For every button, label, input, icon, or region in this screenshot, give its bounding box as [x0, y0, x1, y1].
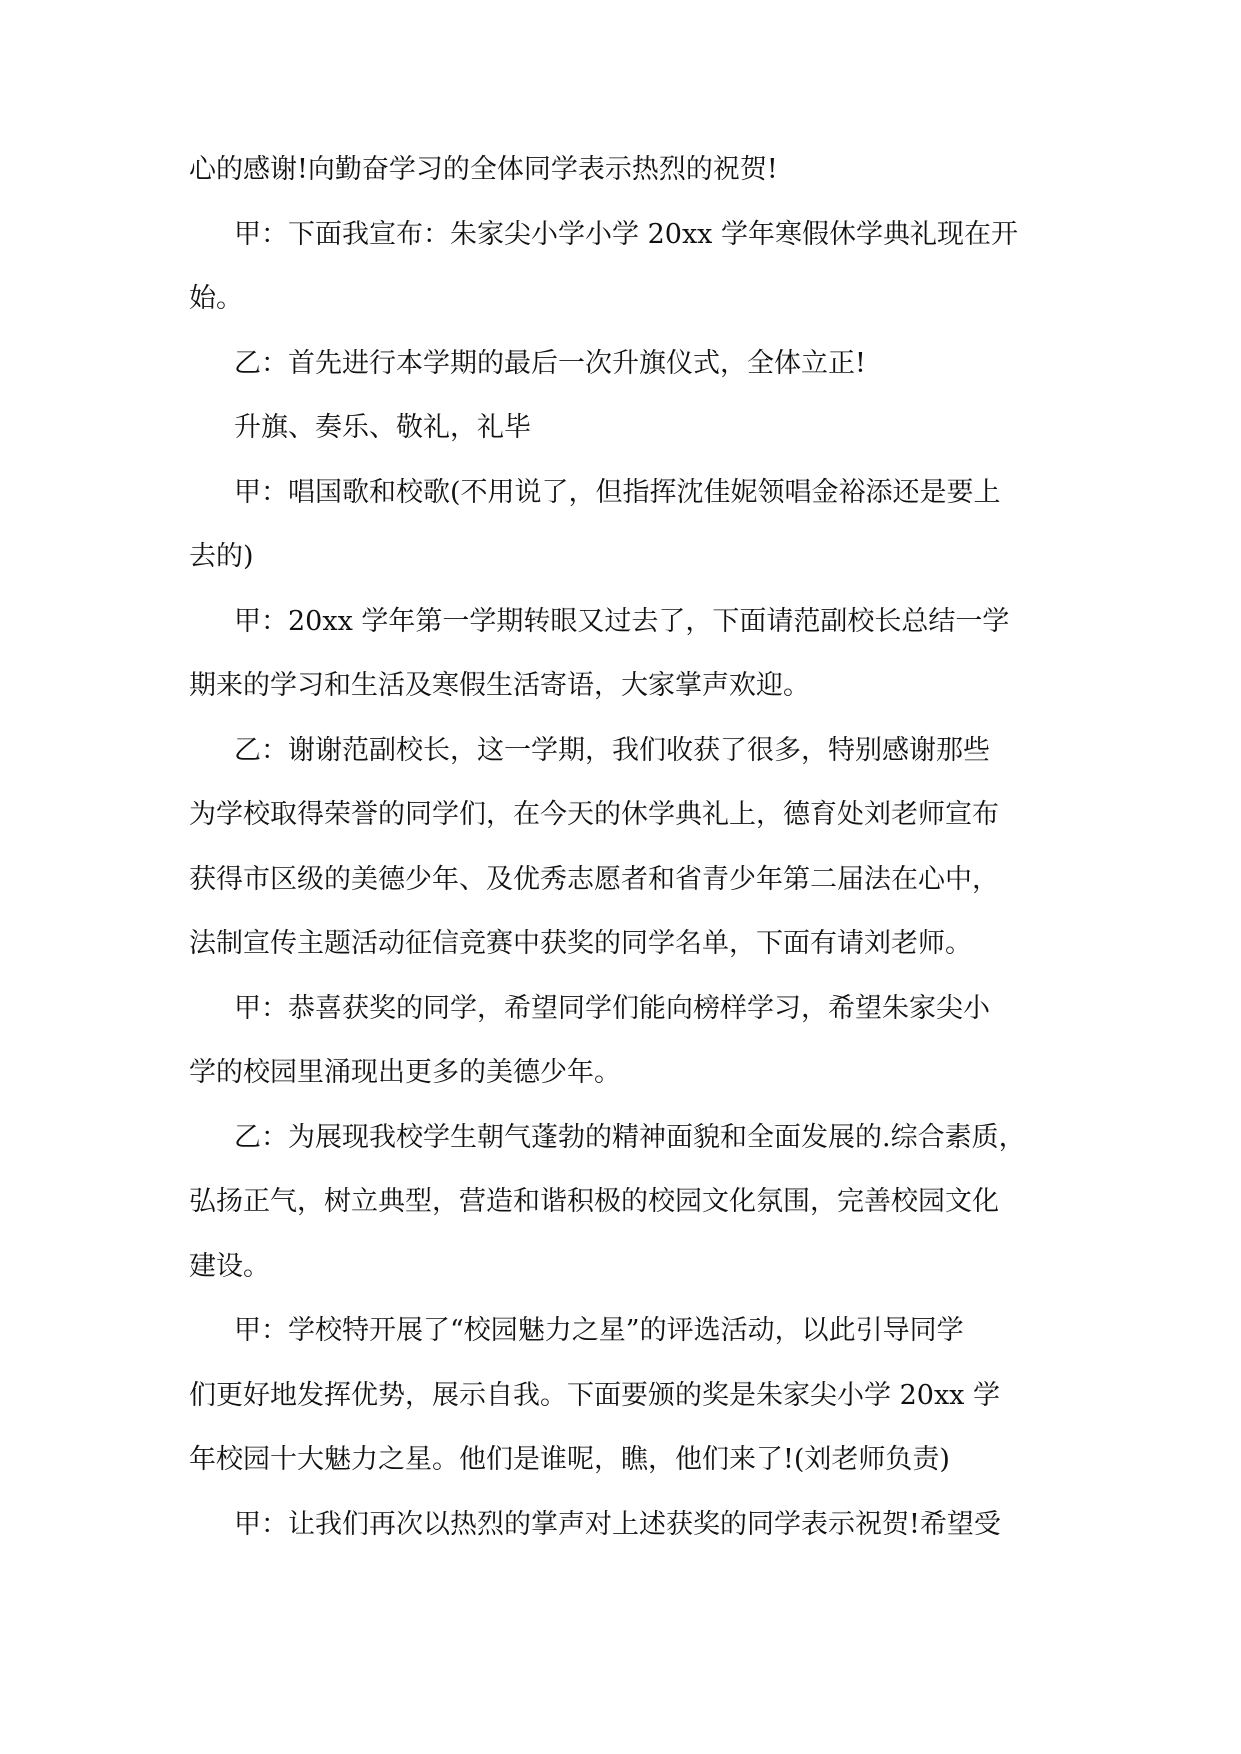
text-line: 学的校园里涌现出更多的美德少年。 [189, 1057, 621, 1088]
text-line: 弘扬正气，树立典型，营造和谐积极的校园文化氛围，完善校园文化 [189, 1186, 999, 1217]
text-line: 甲：下面我宣布：朱家尖小学小学 20xx 学年寒假休学典礼现在开 [234, 218, 1018, 250]
document-body [189, 138, 1089, 1557]
text-line: 甲：让我们再次以热烈的掌声对上述获奖的同学表示祝贺!希望受 [234, 1508, 1001, 1540]
text-line: 法制宣传主题活动征信竞赛中获奖的同学名单，下面有请刘老师。 [189, 928, 972, 959]
text-line: 建设。 [189, 1250, 270, 1282]
text-line: 为学校取得荣誉的同学们，在今天的休学典礼上，德育处刘老师宣布 [189, 799, 999, 830]
text-line: 乙：为展现我校学生朝气蓬勃的精神面貌和全面发展的.综合素质， [234, 1121, 1026, 1153]
text-line: 们更好地发挥优势，展示自我。下面要颁的奖是朱家尖小学 20xx 学 [189, 1379, 1000, 1411]
text-line: 甲：唱国歌和校歌(不用说了，但指挥沈佳妮领唱金裕添还是要上 [234, 476, 1001, 508]
text-line: 甲：学校特开展了“校园魅力之星”的评选活动，以此引导同学 [234, 1315, 964, 1346]
text-line: 心的感谢!向勤奋学习的全体同学表示热烈的祝贺! [189, 154, 778, 185]
text-line: 去的) [189, 541, 254, 572]
text-line: 年校园十大魅力之星。他们是谁呢，瞧，他们来了!(刘老师负责) [189, 1444, 950, 1475]
text-line: 升旗、奏乐、敬礼，礼毕 [234, 412, 531, 443]
text-line: 始。 [189, 283, 243, 314]
text-line: 甲：20xx 学年第一学期转眼又过去了，下面请范副校长总结一学 [234, 605, 1010, 637]
text-line: 获得市区级的美德少年、及优秀志愿者和省青少年第二届法在心中， [189, 863, 999, 895]
text-line: 乙：首先进行本学期的最后一次升旗仪式，全体立正! [234, 347, 866, 379]
text-line: 甲：恭喜获奖的同学，希望同学们能向榜样学习，希望朱家尖小 [234, 992, 990, 1024]
text-line: 期来的学习和生活及寒假生活寄语，大家掌声欢迎。 [189, 670, 810, 701]
text-line: 乙：谢谢范副校长，这一学期，我们收获了很多，特别感谢那些 [234, 734, 990, 766]
